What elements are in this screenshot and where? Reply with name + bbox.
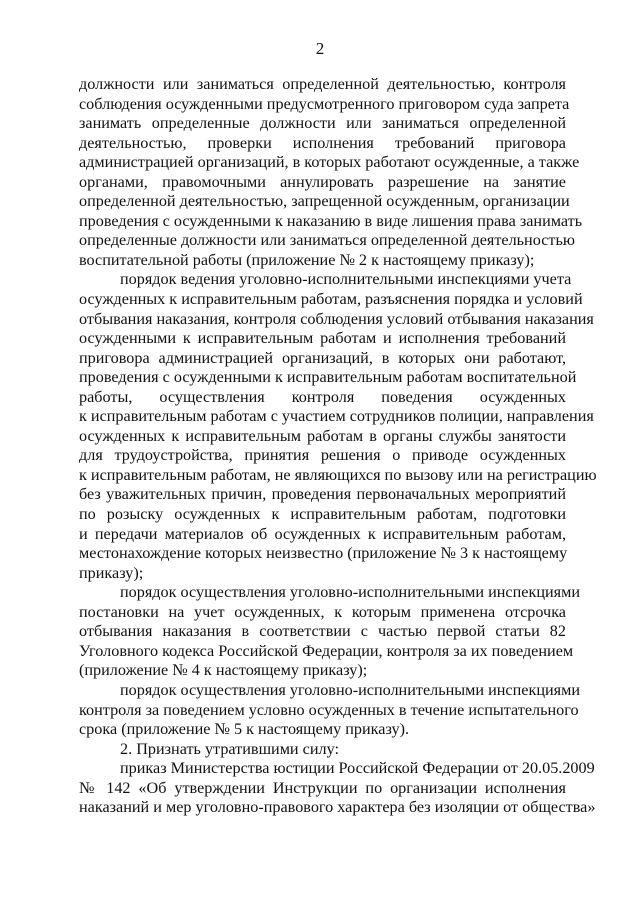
text-line: проведения с осужденными к наказанию в виде лишения права занимать bbox=[79, 211, 583, 230]
text-line: порядок осуществления уголовно-исполнительными инспекциями bbox=[120, 680, 580, 699]
text-line: проведения с осужденными к исправительным работам воспитательной bbox=[79, 368, 577, 387]
text-line: определенные должности или заниматься определенной деятельностью bbox=[79, 231, 575, 250]
text-line: Уголовного кодекса Российской Федерации, контроля за их поведением bbox=[79, 641, 574, 660]
text-line: должности или заниматься определенной деятельностью, контроля bbox=[79, 75, 566, 93]
text-line: соблюдения осужденными предусмотренного приговором суда запрета bbox=[79, 94, 570, 113]
text-line: приговора администрацией организаций, в которых они работают, bbox=[79, 348, 566, 367]
text-line: органами, правомочными аннулировать разрешение на занятие bbox=[79, 172, 566, 191]
text-line: работы, осуществления контроля поведения осужденных bbox=[79, 387, 566, 406]
text-line: порядок осуществления уголовно-исполнительными инспекциями bbox=[120, 583, 580, 602]
text-line: 2. Признать утратившими силу: bbox=[120, 739, 339, 758]
text-line: воспитательной работы (приложение № 2 к настоящему приказу); bbox=[79, 250, 535, 269]
text-line: постановки на учет осужденных, к которым применена отсрочка bbox=[79, 602, 566, 621]
text-line: по розыску осужденных к исправительным работам, подготовки bbox=[79, 505, 566, 524]
page-number: 2 bbox=[315, 39, 325, 58]
document-body bbox=[79, 75, 597, 818]
text-line: приказ Министерства юстиции Российской Федерации от 20.05.2009 bbox=[120, 759, 595, 778]
text-line: к исправительным работам, не являющихся по вызову или на регистрацию bbox=[79, 465, 597, 484]
text-line: № 142 «Об утверждении Инструкции по организации исполнения bbox=[79, 778, 566, 797]
text-line: осужденными к исправительным работам и исполнения требований bbox=[79, 329, 566, 348]
text-line: определенной деятельностью, запрещенной осужденным, организации bbox=[79, 192, 570, 211]
text-line: приказу); bbox=[79, 563, 144, 582]
text-line: осужденных к исправительным работам, разъяснения порядка и условий bbox=[79, 290, 583, 309]
text-line: (приложение № 4 к настоящему приказу); bbox=[79, 661, 368, 680]
text-line: осужденных к исправительным работам в органы службы занятости bbox=[79, 426, 566, 445]
text-line: местонахождение которых неизвестно (приложение № 3 к настоящему bbox=[79, 544, 568, 563]
text-line: к исправительным работам с участием сотрудников полиции, направления bbox=[79, 407, 594, 426]
text-line: для трудоустройства, принятия решения о приводе осужденных bbox=[79, 446, 566, 465]
text-line: администрацией организаций, в которых работают осужденные, а также bbox=[79, 153, 580, 172]
text-line: порядок ведения уголовно-исполнительными инспекциями учета bbox=[120, 270, 572, 289]
text-line: отбывания наказания в соответствии с частью первой статьи 82 bbox=[79, 622, 566, 641]
text-line: срока (приложение № 5 к настоящему приказу). bbox=[79, 720, 410, 739]
text-line: и передачи материалов об осужденных к исправительным работам, bbox=[79, 524, 566, 543]
text-line: без уважительных причин, проведения первоначальных мероприятий bbox=[79, 485, 566, 504]
text-line: наказаний и мер уголовно-правового характера без изоляции от общества» bbox=[79, 798, 596, 817]
text-line: отбывания наказания, контроля соблюдения условий отбывания наказания bbox=[79, 309, 594, 328]
text-line: контроля за поведением условно осужденных в течение испытательного bbox=[79, 700, 579, 719]
text-line: деятельностью, проверки исполнения требований приговора bbox=[79, 133, 566, 152]
text-line: занимать определенные должности или заниматься определенной bbox=[79, 114, 566, 133]
